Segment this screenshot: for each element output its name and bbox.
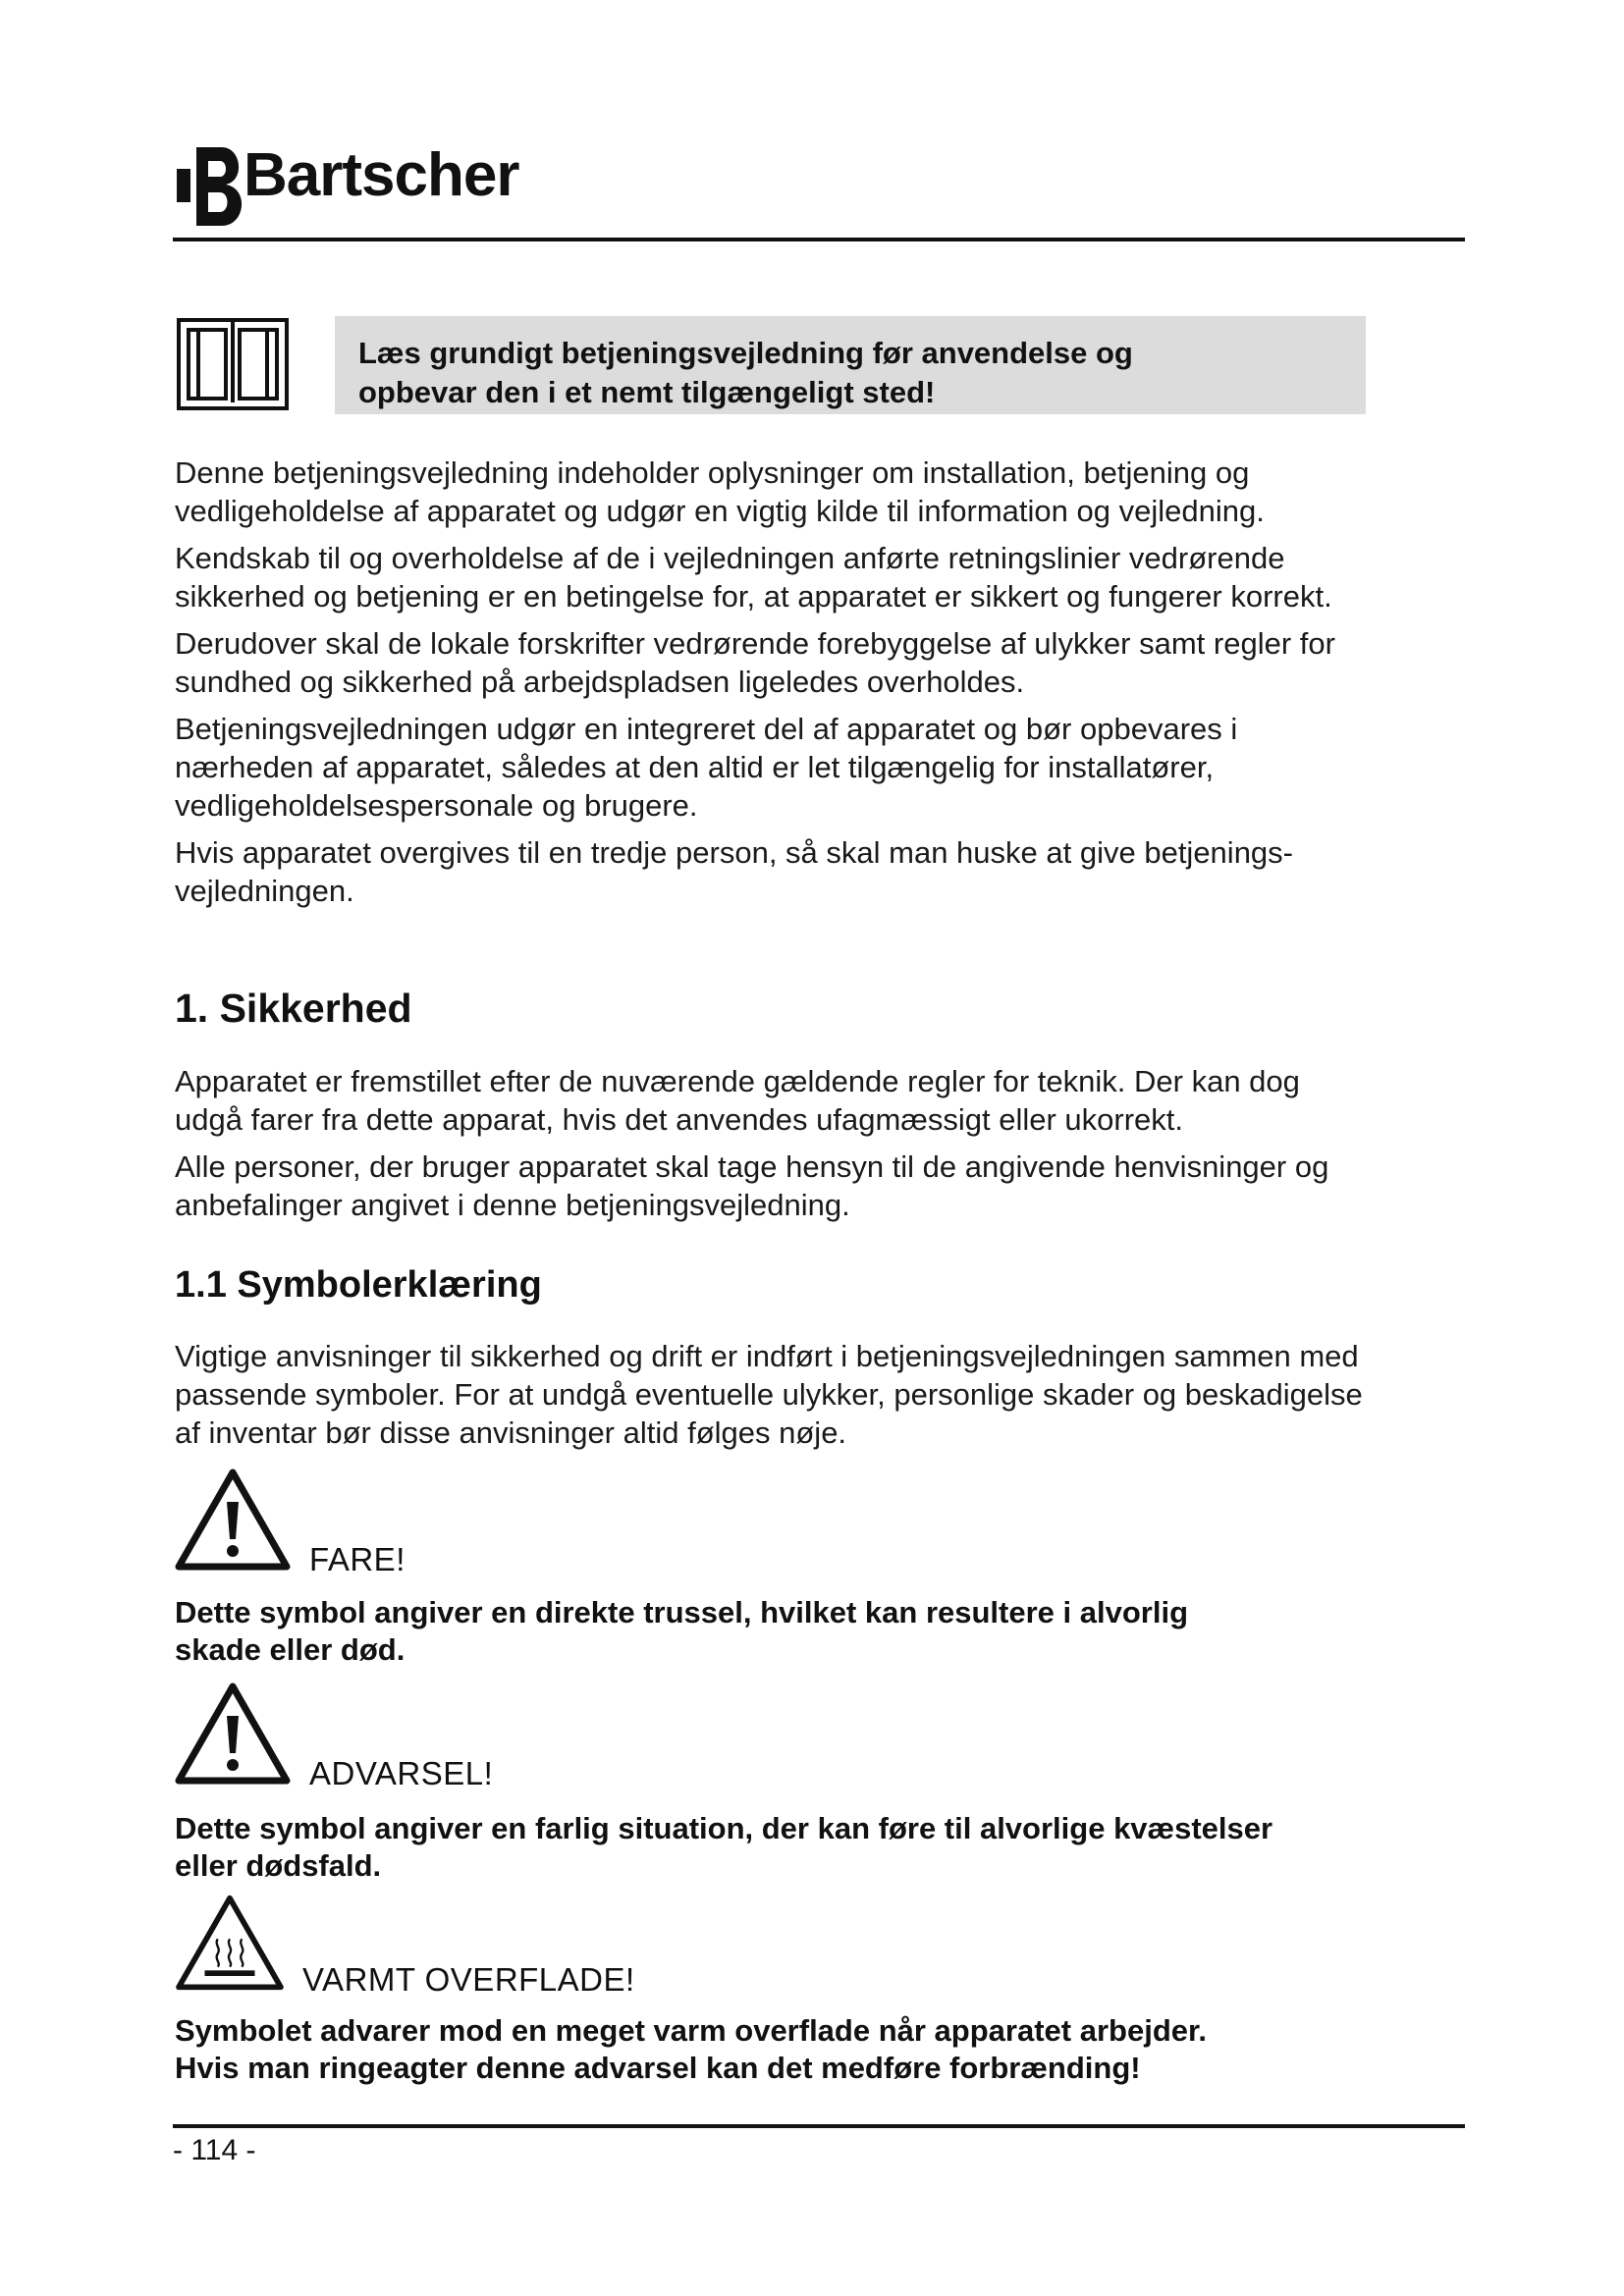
text-line: af inventar bør disse anvisninger altid følges nøje. xyxy=(175,1415,847,1450)
intro-paragraph-2 xyxy=(175,539,1481,615)
text-line: Dette symbol angiver en farlig situation, der kan føre til alvorlige kvæstelser xyxy=(175,1811,1273,1845)
section-1-1-heading: 1.1 Symbolerklæring xyxy=(175,1264,542,1306)
text-line: skade eller død. xyxy=(175,1632,406,1667)
text-line: nærheden af apparatet, således at den altid er let tilgængelig for installatører, xyxy=(175,750,1215,784)
text-line: vedligeholdelsespersonale og brugere. xyxy=(175,788,698,823)
section-1-1-paragraph xyxy=(175,1337,1481,1452)
hot-surface-title: VARMT OVERFLADE! xyxy=(302,1961,635,1998)
section-1-1-text xyxy=(175,1337,1481,1461)
text-line: passende symboler. For at undgå eventuelle ulykker, personlige skader og beskadigelse xyxy=(175,1377,1363,1412)
footer-rule xyxy=(173,2124,1465,2128)
warning-description xyxy=(175,1810,1412,1885)
page-number: - 114 - xyxy=(173,2134,256,2166)
danger-title: FARE! xyxy=(309,1541,406,1577)
read-manual-notice xyxy=(335,316,1366,414)
text-line: anbefalinger angivet i denne betjeningsvejledning. xyxy=(175,1188,850,1222)
text-line: sikkerhed og betjening er en betingelse for, at apparatet er sikkert og fungerer korrekt. xyxy=(175,579,1332,614)
section-1-paragraph-2 xyxy=(175,1148,1481,1224)
caution-warning-icon xyxy=(173,1681,293,1787)
manual-book-icon xyxy=(175,312,291,414)
hot-surface-icon xyxy=(173,1893,287,1993)
text-line: udgå farer fra dette apparat, hvis det anvendes ufagmæssigt eller ukorrekt. xyxy=(175,1102,1184,1137)
bartscher-logo-mark-icon xyxy=(173,139,251,230)
text-line: Dette symbol angiver en direkte trussel, hvilket kan resultere i alvorlig xyxy=(175,1595,1189,1629)
bartscher-logo xyxy=(173,135,519,234)
text-line: vedligeholdelse af apparatet og udgør en vigtig kilde til information og vejledning. xyxy=(175,494,1265,528)
hot-surface-description xyxy=(175,2012,1412,2087)
section-1-heading: 1. Sikkerhed xyxy=(175,986,412,1031)
intro-paragraph-4 xyxy=(175,710,1481,825)
text-line: Denne betjeningsvejledning indeholder oplysninger om installation, betjening og xyxy=(175,455,1250,490)
section-1-paragraph-1 xyxy=(175,1062,1481,1139)
text-line: Alle personer, der bruger apparatet skal tage hensyn til de angivende henvisninger og xyxy=(175,1149,1329,1184)
text-line: Symbolet advarer mod en meget varm overflade når apparatet arbejder. xyxy=(175,2013,1207,2048)
text-line: Derudover skal de lokale forskrifter vedrørende forebyggelse af ulykker samt regler for xyxy=(175,626,1335,661)
intro-paragraph-1 xyxy=(175,454,1481,530)
notice-line-2: opbevar den i et nemt tilgængeligt sted! xyxy=(358,375,936,409)
text-line: vejledningen. xyxy=(175,874,354,908)
text-line: eller dødsfald. xyxy=(175,1848,382,1883)
text-line: Hvis apparatet overgives til en tredje person, så skal man huske at give betjenings- xyxy=(175,835,1293,870)
text-line: Kendskab til og overholdelse af de i vejledningen anførte retningslinier vedrørende xyxy=(175,541,1285,575)
logo-wordmark: Bartscher xyxy=(244,141,519,209)
text-line: sundhed og sikkerhed på arbejdspladsen ligeledes overholdes. xyxy=(175,665,1025,699)
warning-title: ADVARSEL! xyxy=(309,1755,494,1791)
danger-description xyxy=(175,1594,1412,1669)
notice-line-1: Læs grundigt betjeningsvejledning før anvendelse og xyxy=(358,336,1133,370)
text-line: Betjeningsvejledningen udgør en integreret del af apparatet og bør opbevares i xyxy=(175,712,1238,746)
header-rule xyxy=(173,238,1465,241)
text-line: Vigtige anvisninger til sikkerhed og drift er indført i betjeningsvejledningen sammen med xyxy=(175,1339,1359,1373)
danger-warning-icon xyxy=(173,1467,293,1573)
section-1-text xyxy=(175,1062,1481,1233)
text-line: Hvis man ringeagter denne advarsel kan det medføre forbrænding! xyxy=(175,2051,1141,2085)
intro-text xyxy=(175,454,1481,919)
text-line: Apparatet er fremstillet efter de nuværende gældende regler for teknik. Der kan dog xyxy=(175,1064,1300,1098)
intro-paragraph-3 xyxy=(175,624,1481,701)
intro-paragraph-5 xyxy=(175,833,1481,910)
